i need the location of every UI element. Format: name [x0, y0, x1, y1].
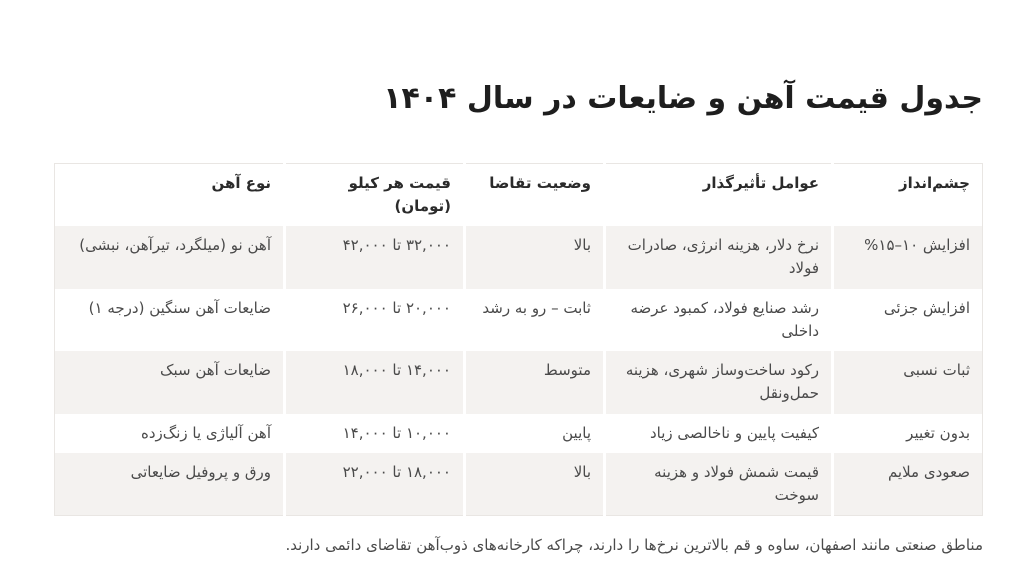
- cell-demand: ثابت – رو به رشد: [465, 289, 605, 352]
- table-row: [55, 226, 983, 289]
- table-header-row: [55, 163, 983, 226]
- header-cell-type: نوع آهن: [55, 163, 285, 226]
- cell-factors: رکود ساخت‌وساز شهری، هزینه حمل‌ونقل: [605, 351, 833, 414]
- cell-demand: متوسط: [465, 351, 605, 414]
- cell-price: ۱۸,۰۰۰ تا ۲۲,۰۰۰: [285, 453, 465, 516]
- page: [55, 80, 983, 557]
- cell-price: ۳۲,۰۰۰ تا ۴۲,۰۰۰: [285, 226, 465, 289]
- cell-factors: رشد صنایع فولاد، کمبود عرضه داخلی: [605, 289, 833, 352]
- cell-type: آهن آلیاژی یا زنگ‌زده: [55, 414, 285, 453]
- cell-type: ضایعات آهن سبک: [55, 351, 285, 414]
- iron-price-table: [54, 163, 983, 517]
- cell-factors: قیمت شمش فولاد و هزینه سوخت: [605, 453, 833, 516]
- table-row: [55, 453, 983, 516]
- cell-demand: پایین: [465, 414, 605, 453]
- table-row: [55, 414, 983, 453]
- cell-type: ورق و پروفیل ضایعاتی: [55, 453, 285, 516]
- page-title: جدول قیمت آهن و ضایعات در سال ۱۴۰۴: [383, 81, 983, 116]
- cell-outlook: صعودی ملایم: [833, 453, 983, 516]
- header-cell-outlook: چشم‌انداز: [833, 163, 983, 226]
- cell-price: ۱۴,۰۰۰ تا ۱۸,۰۰۰: [285, 351, 465, 414]
- footnote: مناطق صنعتی مانند اصفهان، ساوه و قم بالاترین نرخ‌ها را دارند، چراکه کارخانه‌های ذوب‌آهن تقاضای دائمی دارند.: [285, 536, 983, 555]
- price-table-container: [55, 163, 983, 517]
- header-cell-demand: وضعیت تقاضا: [465, 163, 605, 226]
- cell-outlook: افزایش جزئی: [833, 289, 983, 352]
- table-row: [55, 351, 983, 414]
- table-row: [55, 289, 983, 352]
- cell-price: ۱۰,۰۰۰ تا ۱۴,۰۰۰: [285, 414, 465, 453]
- header-cell-factors: عوامل تأثیرگذار: [605, 163, 833, 226]
- cell-type: آهن نو (میلگرد، تیرآهن، نبشی): [55, 226, 285, 289]
- header-cell-price: قیمت هر کیلو (تومان): [285, 163, 465, 226]
- cell-demand: بالا: [465, 226, 605, 289]
- cell-factors: کیفیت پایین و ناخالصی زیاد: [605, 414, 833, 453]
- cell-factors: نرخ دلار، هزینه انرژی، صادرات فولاد: [605, 226, 833, 289]
- cell-outlook: افزایش ۱۰–۱۵%: [833, 226, 983, 289]
- cell-outlook: ثبات نسبی: [833, 351, 983, 414]
- cell-demand: بالا: [465, 453, 605, 516]
- cell-price: ۲۰,۰۰۰ تا ۲۶,۰۰۰: [285, 289, 465, 352]
- cell-outlook: بدون تغییر: [833, 414, 983, 453]
- cell-type: ضایعات آهن سنگین (درجه ۱): [55, 289, 285, 352]
